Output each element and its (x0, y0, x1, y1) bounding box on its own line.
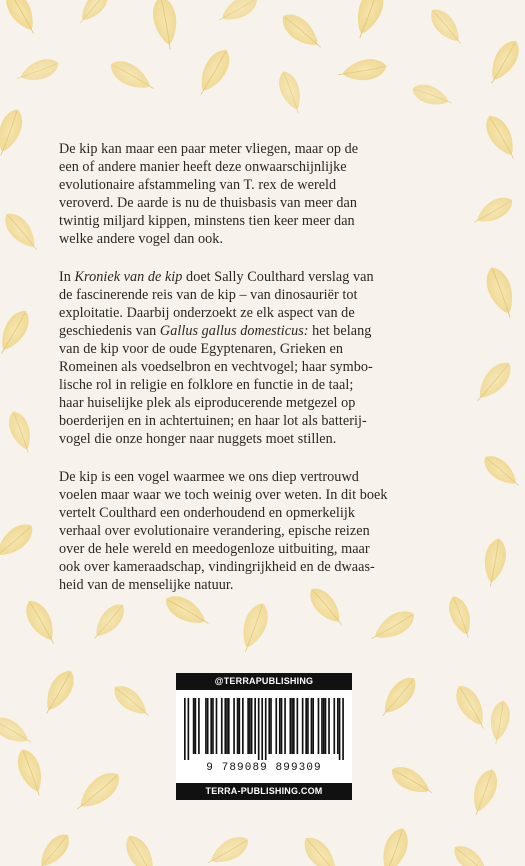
feather-icon (277, 8, 328, 55)
feather-icon (0, 208, 44, 256)
feather-icon (214, 0, 261, 28)
barcode-bar (188, 698, 190, 760)
text-line: lische rol in religie en folklore en functie in de taal; (59, 377, 354, 393)
feather-icon (450, 681, 492, 734)
barcode-bar (193, 698, 195, 754)
barcode-bar (311, 698, 313, 754)
barcode-bar (239, 698, 241, 754)
text-line (59, 323, 371, 339)
barcode-bar (325, 698, 327, 754)
barcode-bar (184, 698, 186, 760)
barcode-bars (184, 698, 344, 760)
barcode-bar (307, 698, 309, 754)
barcode-bar (247, 698, 249, 754)
barcode-block (176, 673, 352, 800)
barcode-bar (228, 698, 230, 754)
text-line: veroverd. De aarde is nu de thuisbasis van meer dan (59, 195, 358, 211)
barcode-bar (279, 698, 281, 754)
isbn-digits: 9 789089 899309 (206, 762, 322, 774)
barcode-bar (270, 698, 272, 754)
feather-icon (479, 450, 525, 492)
barcode-bar (268, 698, 270, 754)
feather-icon (449, 840, 495, 866)
feather-icon (425, 4, 467, 50)
feather-icon (483, 36, 525, 89)
feather-icon (337, 56, 389, 85)
text-line: haar huiselijke plek als eiproducerende metgezel op (59, 395, 356, 411)
text-line: de fascinerende reis van de kip – van dinosauriër tot (59, 287, 358, 303)
barcode-bar (293, 698, 295, 754)
text-line: voelen maar waar we toch weinig over weten. In dit boek (59, 487, 388, 503)
barcode-bar (207, 698, 209, 754)
barcode-bar (212, 698, 214, 754)
text-line: Romeinen als voedselbron en vechtvogel; haar symbo- (59, 359, 373, 375)
text-fragment: In (59, 269, 75, 285)
feather-icon (0, 518, 38, 565)
barcode-bar (321, 698, 323, 754)
feather-icon (70, 766, 126, 818)
text-line: vertelt Coulthard een onderhoudend en opmerkelijk (59, 505, 355, 521)
text-line: een of andere manier heeft deze onwaarschijnlijke (59, 159, 347, 175)
barcode-bar (342, 698, 344, 760)
barcode-bar (249, 698, 251, 754)
barcode-bar (216, 698, 218, 754)
feather-icon (466, 766, 502, 819)
barcode-bar (339, 698, 341, 760)
barcode-bar (275, 698, 277, 754)
book-title-italic: Kroniek van de kip (74, 269, 183, 285)
feather-icon (480, 111, 522, 164)
text-line: boerderijen en in achtertuinen; en haar lot als batterij- (59, 413, 367, 429)
feather-icon (298, 832, 345, 866)
feather-icon (14, 55, 62, 87)
feather-icon (192, 45, 236, 100)
blurb (59, 140, 479, 614)
feather-icon (0, 712, 36, 750)
barcode-bar (258, 698, 260, 760)
feather-icon (38, 666, 80, 719)
barcode-bar (302, 698, 304, 754)
barcode-bar (221, 698, 223, 754)
feather-icon (0, 106, 27, 159)
barcode-bar (305, 698, 307, 754)
barcode-bar (237, 698, 239, 754)
barcode-bar (195, 698, 197, 754)
text-fragment: het belang (308, 323, 372, 339)
feather-icon (375, 672, 422, 723)
feather-icon (0, 0, 42, 38)
barcode-bar (289, 698, 291, 754)
text-line: De kip is een vogel waarmee we ons diep vertrouwd (59, 469, 359, 485)
text-line: De kip kan maar een paar meter vliegen, maar op de (59, 141, 359, 157)
text-line: over de hele wereld en meedogenloze uitbuiting, maar (59, 541, 370, 557)
barcode-bar (198, 698, 200, 754)
feather-icon (74, 0, 114, 28)
barcode-bar (333, 698, 335, 754)
text-line (59, 269, 374, 285)
feather-icon (481, 263, 521, 321)
text-fragment: geschiedenis van (59, 323, 160, 339)
text-line: exploitatie. Daarbij onderzoekt ze elk aspect van de (59, 305, 355, 321)
text-line: heid van de menselijke natuur. (59, 577, 234, 593)
social-handle-label: @TERRAPUBLISHING (176, 673, 352, 690)
blurb-paragraph-2 (59, 268, 479, 448)
feather-icon (109, 680, 155, 722)
text-line: vogel die onze honger naar nuggets moet stillen. (59, 431, 337, 447)
text-line: van de kip voor de oude Egyptenaren, Grieken en (59, 341, 344, 357)
barcode-bar (318, 698, 320, 754)
text-line: welke andere vogel dan ook. (59, 231, 224, 247)
blurb-paragraph-3 (59, 468, 479, 594)
text-fragment: doet Sally Coulthard verslag van (182, 269, 374, 285)
barcode-bar (291, 698, 293, 754)
barcode-bar (323, 698, 325, 754)
feather-icon (106, 55, 159, 97)
barcode-bar (312, 698, 314, 754)
feather-icon (203, 831, 253, 866)
barcode-bar (224, 698, 226, 754)
feather-icon (487, 699, 513, 746)
text-line: evolutionaire afstammeling van T. rex de wereld (59, 177, 337, 193)
barcode-bar (226, 698, 228, 754)
feather-icon (375, 825, 413, 866)
feather-icon (32, 829, 74, 866)
feather-icon (409, 80, 454, 111)
barcode-bar (281, 698, 283, 754)
barcode-bar (233, 698, 235, 754)
barcode-bar (210, 698, 212, 754)
barcode-bar (254, 698, 256, 754)
barcode-bar (242, 698, 244, 754)
feather-icon (20, 596, 62, 649)
feather-icon (150, 0, 182, 51)
blurb-paragraph-1 (59, 140, 479, 248)
barcode-bar (251, 698, 253, 754)
feather-icon (13, 746, 49, 799)
feather-icon (387, 761, 437, 801)
species-name-italic: Gallus gallus domesticus: (159, 323, 309, 339)
barcode-bar (205, 698, 207, 754)
text-line: twintig miljard kippen, minstens tien keer meer dan (59, 213, 355, 229)
barcode-bar (265, 698, 267, 760)
text-line: ook over kameraadschap, vindingrijkheid en de dwaas- (59, 559, 375, 575)
feather-icon (480, 537, 509, 589)
feather-icon (120, 831, 162, 866)
isbn-barcode (176, 690, 352, 783)
feather-icon (5, 408, 37, 456)
feather-icon (275, 68, 307, 116)
barcode-bar (297, 698, 299, 754)
barcode-bar (284, 698, 286, 754)
barcode-bar (261, 698, 263, 760)
website-label: TERRA-PUBLISHING.COM (176, 783, 352, 800)
barcode-bar (328, 698, 330, 754)
text-line: verhaal over evolutionaire verandering, epische reizen (59, 523, 370, 539)
feather-icon (349, 0, 389, 42)
feather-icon (0, 306, 35, 359)
barcode-bar (337, 698, 339, 754)
